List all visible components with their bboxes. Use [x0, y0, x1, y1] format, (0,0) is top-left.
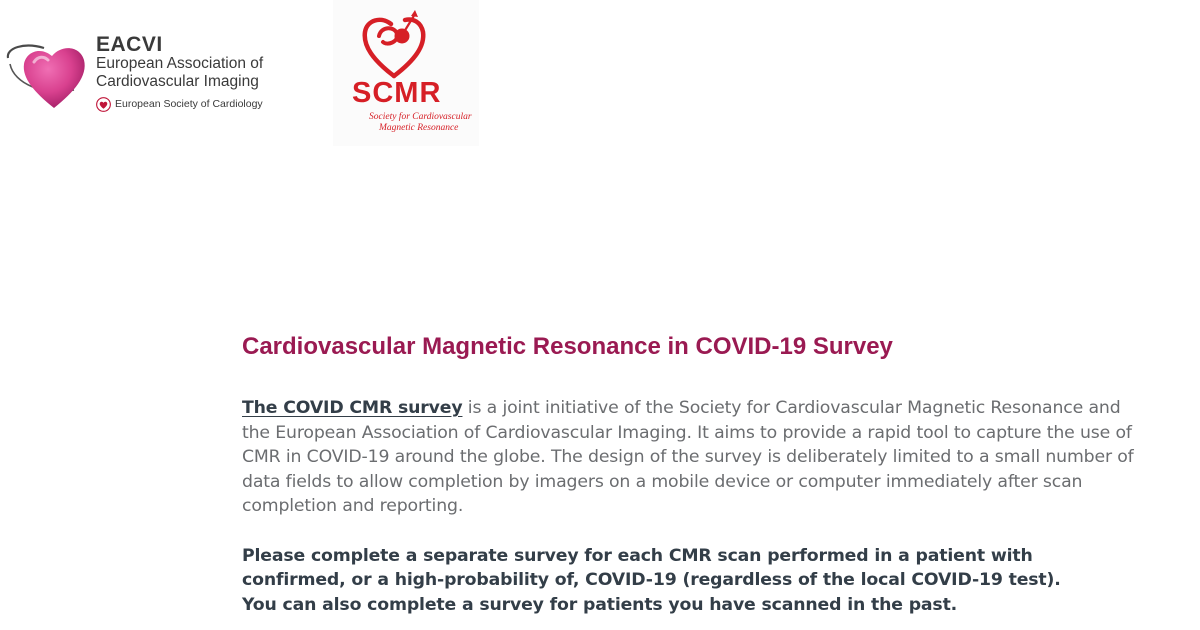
heart-emblem-icon: [359, 6, 429, 82]
eacvi-name-line2: Cardiovascular Imaging: [96, 73, 259, 90]
intro-text: is a joint initiative of the Society for Cardiovascular Magnetic Resonance and the European Association of Cardiovascular Imaging. It aims to provide a rapid tool to capture the use of CMR in COVID-19 around the globe. The design of the survey is deliberately limited to a small number of data fields to allow completion by imagers on a mobile device or computer immediately after scan completion and reporting.: [242, 398, 1134, 516]
eacvi-name-line1: European Association of: [96, 55, 264, 72]
survey-instructions: [242, 544, 1142, 618]
survey-link[interactable]: The COVID CMR survey: [242, 398, 463, 418]
instruction-1: Please complete a separate survey for each CMR scan performed in a patient with confirmed, or a high-probability of, COVID-19 (regardless of the local COVID-19 test).: [242, 545, 1061, 590]
esc-name: European Society of Cardiology: [115, 98, 263, 110]
scmr-subtitle-line1: Society for Cardiovascular: [369, 112, 472, 122]
eacvi-acronym: EACVI: [96, 33, 163, 56]
survey-intro-section: [242, 332, 1142, 617]
eacvi-logo: [4, 30, 284, 122]
heart-icon: [4, 34, 96, 114]
page-title: Cardiovascular Magnetic Resonance in COVID-19 Survey: [242, 333, 893, 360]
instruction-2: You can also complete a survey for patients you have scanned in the past.: [242, 594, 958, 615]
scmr-logo: [333, 0, 479, 146]
scmr-subtitle-line2: Magnetic Resonance: [379, 123, 459, 133]
eacvi-text-block: [96, 34, 286, 91]
esc-heart-icon: [96, 97, 111, 112]
esc-affiliation: [96, 96, 263, 112]
intro-paragraph: [242, 396, 1142, 519]
scmr-acronym: SCMR: [352, 77, 442, 109]
